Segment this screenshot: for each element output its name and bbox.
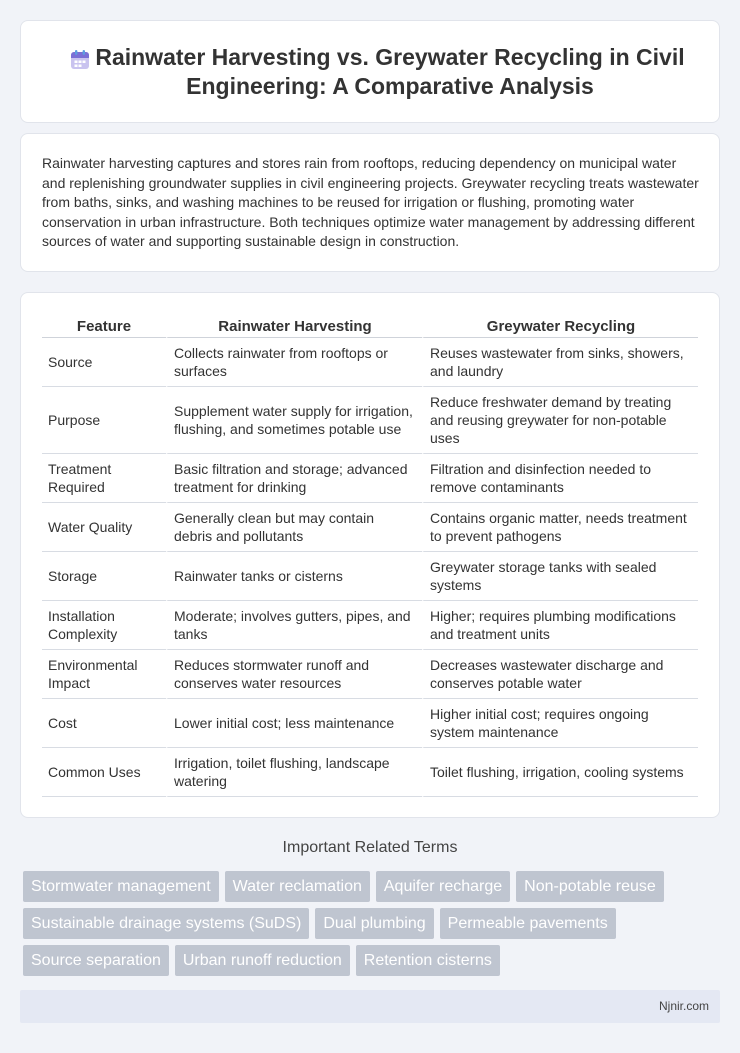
- tag-source-separation[interactable]: Source separation: [23, 945, 169, 976]
- feature-cell: Purpose: [42, 387, 166, 454]
- feature-cell: Environmental Impact: [42, 650, 166, 699]
- table-row: [42, 699, 698, 748]
- table-row: [42, 552, 698, 601]
- tag-stormwater-management[interactable]: Stormwater management: [23, 871, 219, 902]
- feature-cell: Common Uses: [42, 748, 166, 797]
- table-row: [42, 748, 698, 797]
- table-row: [42, 650, 698, 699]
- related-terms-title: Important Related Terms: [282, 839, 458, 856]
- intro-card: [20, 133, 720, 272]
- feature-cell: Water Quality: [42, 503, 166, 552]
- tag-urban-runoff-reduction[interactable]: Urban runoff reduction: [175, 945, 350, 976]
- comparison-card: [20, 292, 720, 818]
- tag-non-potable-reuse[interactable]: Non-potable reuse: [516, 871, 664, 902]
- greywater-cell: Toilet flushing, irrigation, cooling systems: [422, 748, 698, 797]
- greywater-cell: Reduce freshwater demand by treating and reusing greywater for non-potable uses: [422, 387, 698, 454]
- tag-row: [23, 945, 723, 976]
- tag-row: [23, 908, 723, 939]
- rainwater-cell: Supplement water supply for irrigation, flushing, and sometimes potable use: [166, 387, 422, 454]
- greywater-cell: Decreases wastewater discharge and conserves potable water: [422, 650, 698, 699]
- rainwater-cell: Irrigation, toilet flushing, landscape watering: [166, 748, 422, 797]
- tag-row: [23, 871, 723, 902]
- feature-cell: Cost: [42, 699, 166, 748]
- table-row: [42, 338, 698, 387]
- tag-retention-cisterns[interactable]: Retention cisterns: [356, 945, 500, 976]
- tag-suds[interactable]: Sustainable drainage systems (SuDS): [23, 908, 309, 939]
- title-wrap: [21, 43, 719, 101]
- greywater-cell: Filtration and disinfection needed to remove contaminants: [422, 454, 698, 503]
- rainwater-cell: Generally clean but may contain debris and pollutants: [166, 503, 422, 552]
- rainwater-cell: Reduces stormwater runoff and conserves water resources: [166, 650, 422, 699]
- comparison-table: [42, 315, 698, 797]
- table-row: [42, 454, 698, 503]
- tag-dual-plumbing[interactable]: Dual plumbing: [315, 908, 433, 939]
- title-card: [20, 20, 720, 123]
- table-row: [42, 601, 698, 650]
- rainwater-cell: Rainwater tanks or cisterns: [166, 552, 422, 601]
- table-header-row: [42, 315, 698, 338]
- greywater-cell: Higher initial cost; requires ongoing system maintenance: [422, 699, 698, 748]
- footer-site[interactable]: Njnir.com: [658, 999, 709, 1013]
- table-row: [42, 387, 698, 454]
- rainwater-cell: Lower initial cost; less maintenance: [166, 699, 422, 748]
- tag-permeable-pavements[interactable]: Permeable pavements: [440, 908, 616, 939]
- header-feature: Feature: [42, 315, 166, 338]
- rainwater-cell: Moderate; involves gutters, pipes, and tanks: [166, 601, 422, 650]
- tag-aquifer-recharge[interactable]: Aquifer recharge: [376, 871, 510, 902]
- greywater-cell: Reuses wastewater from sinks, showers, and laundry: [422, 338, 698, 387]
- feature-cell: Treatment Required: [42, 454, 166, 503]
- intro-paragraph: Rainwater harvesting captures and stores rain from rooftops, reducing dependency on municipal water and replenishing groundwater supplies in civil engineering projects. Greywater recycling treats wastewater from baths, sinks, and washing machines to be reused for irrigation or flushing, promoting water conservation in urban infrastructure. Both techniques optimize water management by addressing different sources of water and supporting sustainable design in construction.: [42, 155, 699, 250]
- tag-water-reclamation[interactable]: Water reclamation: [225, 871, 370, 902]
- header-rainwater: Rainwater Harvesting: [166, 315, 422, 338]
- feature-cell: Source: [42, 338, 166, 387]
- feature-cell: Installation Complexity: [42, 601, 166, 650]
- related-terms: [23, 871, 723, 982]
- table-row: [42, 503, 698, 552]
- greywater-cell: Contains organic matter, needs treatment to prevent pathogens: [422, 503, 698, 552]
- calendar-icon: [68, 48, 92, 72]
- rainwater-cell: Basic filtration and storage; advanced treatment for drinking: [166, 454, 422, 503]
- feature-cell: Storage: [42, 552, 166, 601]
- page-title: Rainwater Harvesting vs. Greywater Recycling in Civil Engineering: A Comparative Analysis: [95, 44, 685, 99]
- rainwater-cell: Collects rainwater from rooftops or surfaces: [166, 338, 422, 387]
- footer: [20, 990, 720, 1023]
- greywater-cell: Higher; requires plumbing modifications and treatment units: [422, 601, 698, 650]
- greywater-cell: Greywater storage tanks with sealed systems: [422, 552, 698, 601]
- header-greywater: Greywater Recycling: [422, 315, 698, 338]
